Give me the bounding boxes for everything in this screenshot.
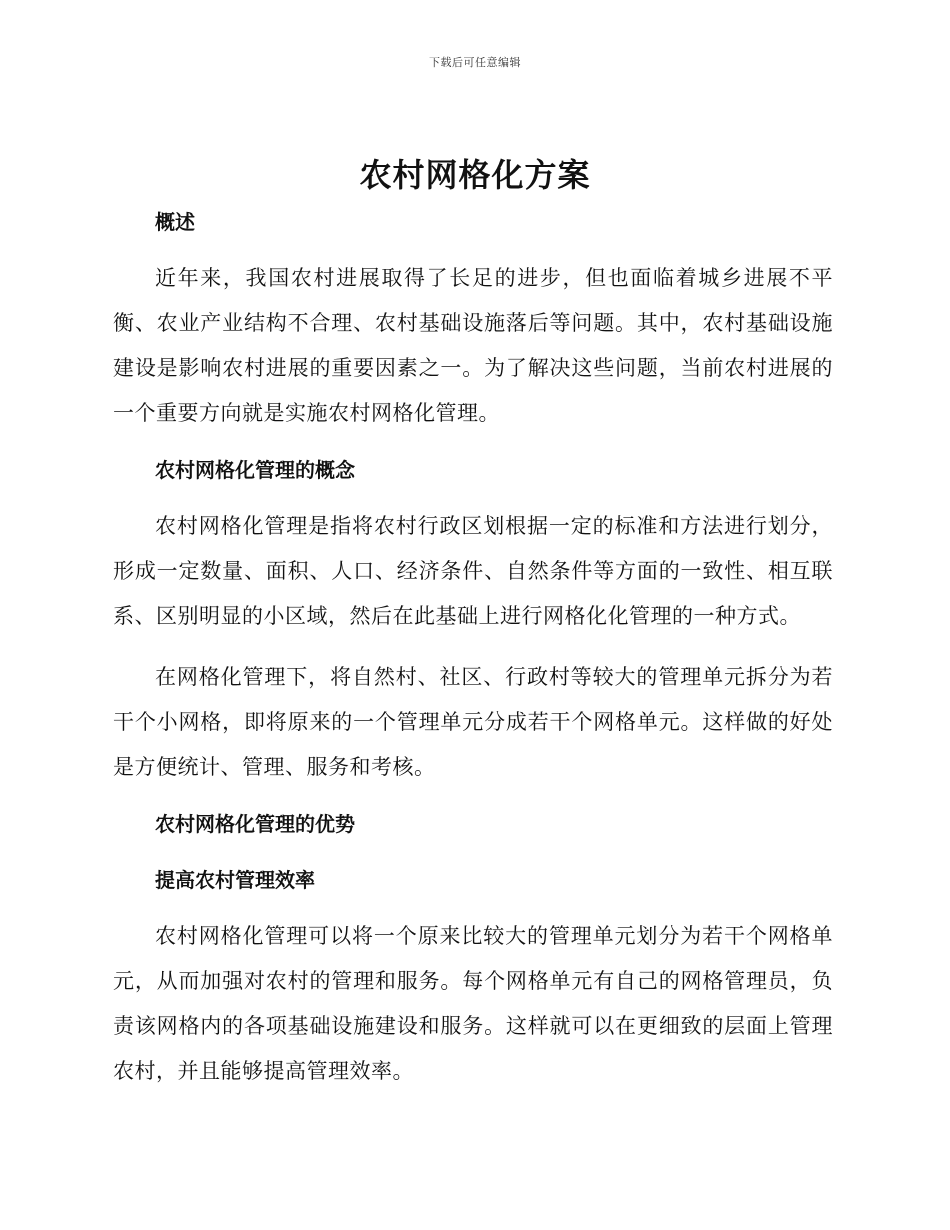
- subheading-efficiency: 提高农村管理效率: [155, 868, 315, 892]
- document-title: 农村网格化方案: [359, 156, 591, 194]
- overview-paragraph: 近年来，我国农村进展取得了长足的进步，但也面临着城乡进展不平衡、农业产业结构不合理、农村基础设施落后等问题。其中，农村基础设施建设是影响农村进展的重要因素之一。为了解决这些问题，当前农村进展的一个重要方向就是实施农村网格化管理。: [113, 266, 833, 425]
- document-body: [113, 204, 833, 1094]
- header-note: 下载后可任意编辑: [429, 56, 521, 69]
- section-heading-concept: 农村网格化管理的概念: [155, 458, 355, 482]
- section-heading-overview: 概述: [155, 210, 195, 234]
- advantages-paragraph: 农村网格化管理可以将一个原来比较大的管理单元划分为若干个网格单元，从而加强对农村的管理和服务。每个网格单元有自己的网格管理员，负责该网格内的各项基础设施建设和服务。这样就可以在更细致的层面上管理农村，并且能够提高管理效率。: [113, 924, 833, 1083]
- concept-paragraph-1: 农村网格化管理是指将农村行政区划根据一定的标准和方法进行划分，形成一定数量、面积、人口、经济条件、自然条件等方面的一致性、相互联系、区别明显的小区域，然后在此基础上进行网格化化管理的一种方式。: [113, 514, 833, 628]
- section-heading-advantages: 农村网格化管理的优势: [155, 812, 355, 836]
- concept-paragraph-2: 在网格化管理下，将自然村、社区、行政村等较大的管理单元拆分为若干个小网格，即将原来的一个管理单元分成若干个网格单元。这样做的好处是方便统计、管理、服务和考核。: [113, 665, 833, 779]
